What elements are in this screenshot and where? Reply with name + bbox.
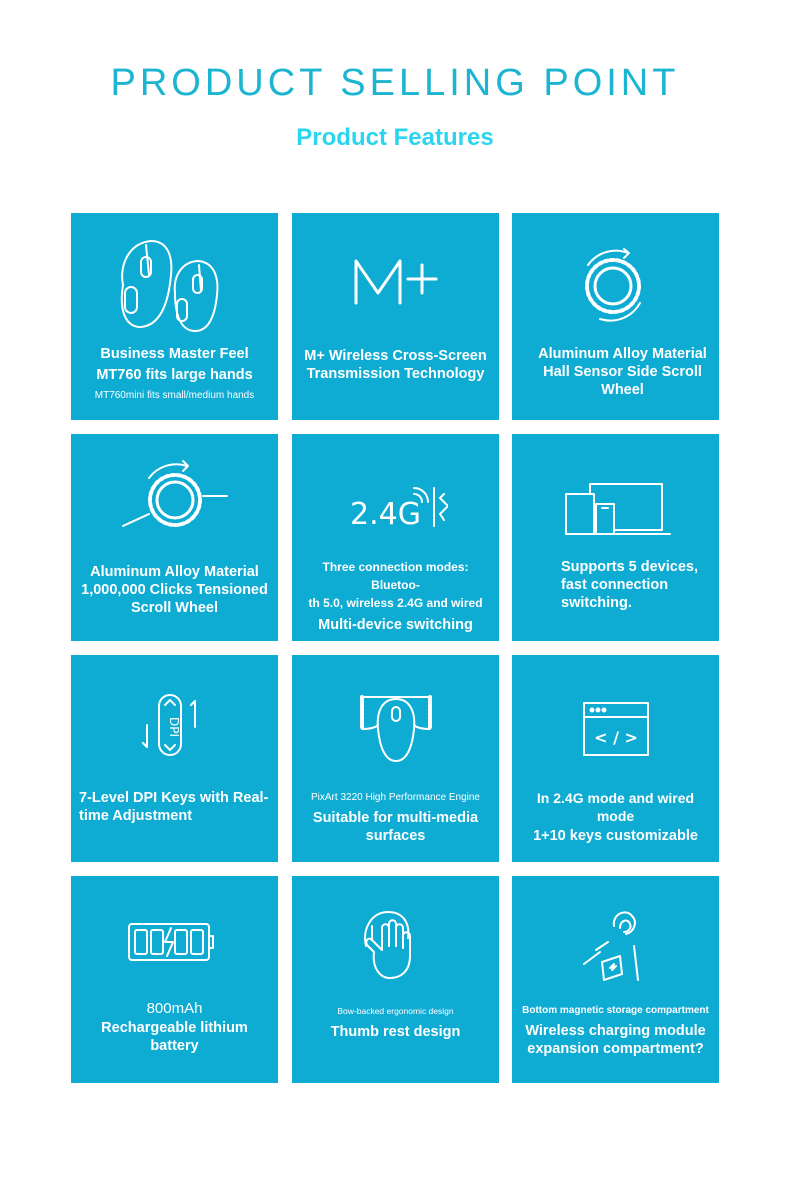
feature-line: Multi-device switching — [318, 617, 473, 633]
mouse-on-surface-icon — [358, 689, 434, 765]
feature-line: time Adjustment — [79, 808, 193, 824]
feature-card-battery — [71, 876, 278, 1083]
feature-line: Scroll Wheel — [130, 600, 219, 616]
feature-text — [532, 345, 713, 399]
feature-card-custom-keys — [512, 655, 719, 862]
feature-line: Bottom magnetic storage compartment — [522, 1005, 709, 1016]
feature-line: fast connection — [561, 577, 669, 593]
feature-line: Business Master Feel — [100, 346, 249, 362]
feature-text — [561, 558, 713, 612]
feature-card-side-scroll — [512, 213, 719, 420]
feature-line: Transmission Technology — [306, 366, 485, 382]
battery-icon — [125, 920, 217, 964]
feature-text — [298, 1002, 493, 1041]
feature-line: Bow-backed ergonomic design — [337, 1006, 454, 1016]
feature-line: 800mAh — [146, 1000, 203, 1017]
feature-line: Wireless charging module — [525, 1023, 706, 1039]
feature-text — [298, 347, 493, 383]
feature-line: expansion compartment? — [527, 1041, 704, 1057]
feature-card-ergonomic — [292, 876, 499, 1083]
feature-card-tensioned-wheel — [71, 434, 278, 641]
connection-label: 2.4G — [350, 497, 421, 530]
feature-line: 7-Level DPI Keys with Real- — [79, 790, 269, 806]
page-subtitle: Product Features — [296, 124, 494, 151]
dpi-label: DPI — [167, 716, 181, 738]
feature-line: Wheel — [601, 382, 644, 398]
feature-card-magnetic-storage — [512, 876, 719, 1083]
feature-line: MT760 fits large hands — [96, 367, 253, 383]
feature-line: Thumb rest design — [330, 1024, 461, 1040]
feature-text — [298, 558, 493, 634]
two-mice-icon — [111, 235, 241, 335]
feature-line: th 5.0, wireless 2.4G and wired — [308, 596, 483, 610]
feature-line: Hall Sensor Side Scroll — [543, 364, 702, 380]
feature-card-business-feel — [71, 213, 278, 420]
feature-card-dpi — [71, 655, 278, 862]
feature-card-multi-device — [512, 434, 719, 641]
dpi-key-icon — [139, 691, 205, 759]
feature-text — [77, 563, 272, 617]
feature-text — [79, 789, 272, 825]
feature-line: In 2.4G mode and wired mode — [536, 790, 695, 824]
feature-line: 1+10 keys customizable — [533, 828, 698, 844]
feature-line: Supports 5 devices, — [561, 559, 698, 575]
feature-text — [518, 789, 713, 845]
feature-text — [298, 789, 493, 845]
scroll-wheel-icon — [119, 458, 231, 534]
feature-card-sensor — [292, 655, 499, 862]
feature-line: switching. — [561, 595, 632, 611]
connection-modes-icon — [348, 484, 448, 530]
feature-line: PixArt 3220 High Performance Engine — [311, 792, 480, 803]
feature-line: 1,000,000 Clicks Tensioned — [81, 582, 268, 598]
feature-line: surfaces — [365, 828, 426, 844]
feature-card-connection — [292, 434, 499, 641]
feature-text — [516, 1002, 715, 1058]
feature-line: Aluminum Alloy Material — [90, 564, 259, 580]
page-title: PRODUCT SELLING POINT — [110, 62, 680, 104]
multi-device-icon — [562, 480, 672, 538]
code-window-icon — [580, 699, 652, 759]
feature-text — [77, 1000, 272, 1055]
feature-line: Rechargeable lithium battery — [101, 1020, 248, 1054]
m-plus-icon — [352, 253, 442, 309]
hand-on-mouse-icon — [358, 906, 430, 982]
feature-card-m-plus — [292, 213, 499, 420]
magnet-charging-icon — [582, 908, 652, 984]
feature-line: Suitable for multi-media — [312, 810, 479, 826]
feature-line: MT760mini fits small/medium hands — [94, 390, 255, 401]
feature-text — [77, 345, 272, 405]
feature-line: Aluminum Alloy Material — [538, 346, 707, 362]
code-label: < / > — [594, 728, 638, 747]
side-scroll-wheel-icon — [570, 243, 656, 329]
feature-line: Three connection modes: Bluetoo- — [322, 560, 469, 592]
feature-line: M+ Wireless Cross-Screen — [304, 348, 487, 364]
